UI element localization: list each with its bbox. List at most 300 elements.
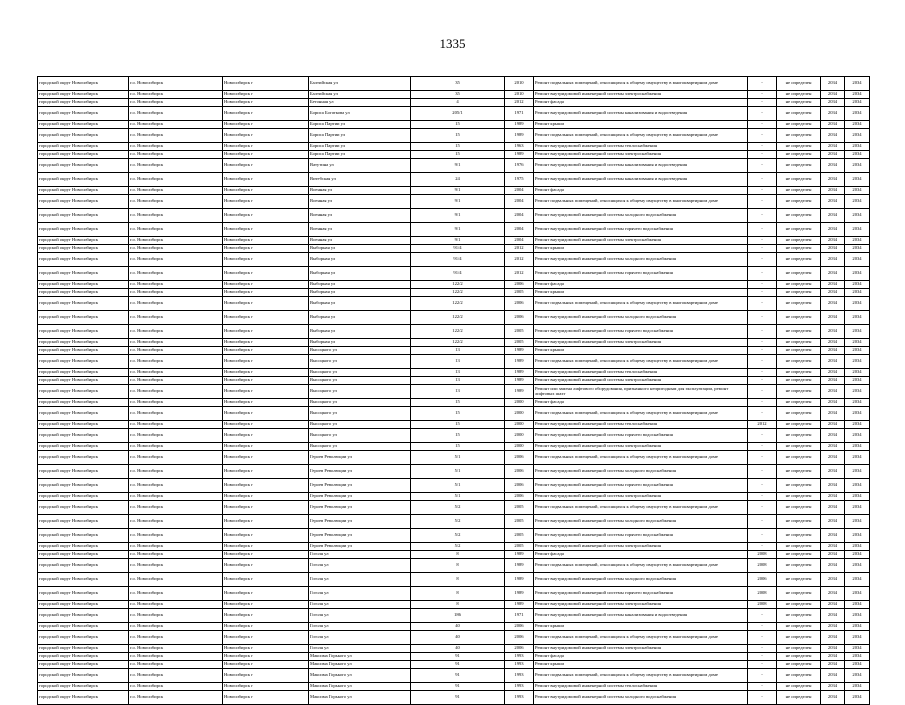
table-cell: Ремонт фасада	[534, 399, 748, 407]
table-row	[38, 267, 870, 281]
table-cell: городской округ Новосибирск	[38, 121, 129, 129]
table-cell: 2034	[821, 91, 845, 99]
table-cell: не определен	[777, 107, 821, 121]
table-cell: 2004	[505, 223, 534, 237]
table-cell: -	[748, 187, 777, 195]
table-cell: Ремонт или замена лифтового оборудования, признанного непригодным для эксплуатации, ремонт лифтовых шахт	[534, 385, 748, 399]
table-cell: 2034	[845, 601, 870, 609]
table-cell: городской округ Новосибирск	[38, 187, 129, 195]
table-cell: 1989	[505, 551, 534, 559]
table-cell: Ремонт внутридомовой инженерной системы электроснабжения	[534, 339, 748, 347]
table-cell: Новосибирск г	[223, 661, 309, 669]
table-cell: 2034	[845, 325, 870, 339]
table-cell: городской округ Новосибирск	[38, 601, 129, 609]
table-cell: не определен	[777, 443, 821, 451]
table-cell: 13	[411, 385, 505, 399]
table-cell: Новосибирск г	[223, 77, 309, 91]
table-cell: 2034	[845, 529, 870, 543]
table-cell: 2034	[821, 501, 845, 515]
table-cell: Ремонт внутридомовой инженерной системы теплоснабжения	[534, 421, 748, 429]
table-cell: Ремонт внутридомовой инженерной системы электроснабжения	[534, 237, 748, 245]
table-cell: 2034	[821, 493, 845, 501]
table-cell: Новосибирск г	[223, 587, 309, 601]
table-cell: 2034	[821, 209, 845, 223]
table-cell: городской округ Новосибирск	[38, 223, 129, 237]
table-row	[38, 631, 870, 645]
table-cell: 122/2	[411, 297, 505, 311]
table-cell: 2034	[845, 121, 870, 129]
table-row	[38, 195, 870, 209]
table-cell: Ремонт крыши	[534, 347, 748, 355]
table-cell: не определен	[777, 451, 821, 465]
table-cell: городской округ Новосибирск	[38, 587, 129, 601]
table-cell: не определен	[777, 587, 821, 601]
table-cell: г.о. Новосибирск	[129, 587, 223, 601]
table-cell: -	[748, 479, 777, 493]
table-cell: Новосибирск г	[223, 99, 309, 107]
table-cell: Ремонт фасада	[534, 551, 748, 559]
table-cell: Новосибирск г	[223, 325, 309, 339]
table-cell: Ремонт внутридомовой инженерной системы горячего водоснабжения	[534, 587, 748, 601]
table-cell: городской округ Новосибирск	[38, 159, 129, 173]
table-cell: Новосибирск г	[223, 551, 309, 559]
table-cell: 2034	[845, 421, 870, 429]
table-cell: г.о. Новосибирск	[129, 609, 223, 623]
table-cell: Бориса Партии ул	[309, 143, 411, 151]
table-cell: Героев Революции ул	[309, 493, 411, 501]
table-row	[38, 173, 870, 187]
table-row	[38, 529, 870, 543]
table-cell: Балтийская ул	[309, 91, 411, 99]
table-cell: -	[748, 669, 777, 683]
table-cell: г.о. Новосибирск	[129, 281, 223, 289]
table-cell: городской округ Новосибирск	[38, 661, 129, 669]
table-cell: 1989	[505, 347, 534, 355]
table-cell: 2034	[821, 289, 845, 297]
table-cell: 2005	[505, 325, 534, 339]
table-cell: 1989	[505, 369, 534, 377]
table-cell: -	[748, 369, 777, 377]
table-cell: 2010	[505, 77, 534, 91]
table-row	[38, 587, 870, 601]
table-cell: 1993	[505, 661, 534, 669]
table-row	[38, 355, 870, 369]
table-cell: 2034	[845, 297, 870, 311]
table-cell: Новосибирск г	[223, 451, 309, 465]
table-cell: 1963	[505, 143, 534, 151]
table-cell: 2034	[845, 209, 870, 223]
table-cell: Новосибирск г	[223, 645, 309, 653]
table-row	[38, 99, 870, 107]
table-cell: г.о. Новосибирск	[129, 151, 223, 159]
table-cell: г.о. Новосибирск	[129, 245, 223, 253]
table-cell: 2034	[821, 311, 845, 325]
table-cell: 2005	[505, 515, 534, 529]
table-cell: 2034	[845, 281, 870, 289]
table-cell: 1989	[505, 573, 534, 587]
table-cell: г.о. Новосибирск	[129, 451, 223, 465]
table-cell: не определен	[777, 325, 821, 339]
table-cell: Новосибирск г	[223, 223, 309, 237]
table-cell: городской округ Новосибирск	[38, 429, 129, 443]
table-row	[38, 369, 870, 377]
table-cell: Максима Горького ул	[309, 683, 411, 691]
table-cell: -	[748, 99, 777, 107]
table-cell: 2034	[845, 645, 870, 653]
table-cell: Новосибирск г	[223, 407, 309, 421]
table-cell: г.о. Новосибирск	[129, 107, 223, 121]
table-cell: Ремонт фасада	[534, 281, 748, 289]
table-cell: 2000	[505, 429, 534, 443]
table-cell: Новосибирск г	[223, 209, 309, 223]
table-cell: 1971	[505, 107, 534, 121]
table-cell: Гоголя ул	[309, 645, 411, 653]
table-cell: г.о. Новосибирск	[129, 143, 223, 151]
table-cell: 2034	[845, 129, 870, 143]
table-cell: 2034	[845, 631, 870, 645]
table-cell: Новосибирск г	[223, 421, 309, 429]
table-cell: Высоцкого ул	[309, 355, 411, 369]
table-row	[38, 407, 870, 421]
table-cell: не определен	[777, 407, 821, 421]
table-row	[38, 669, 870, 683]
table-cell: 2034	[821, 187, 845, 195]
table-cell: 2034	[821, 159, 845, 173]
table-cell: 2012	[505, 267, 534, 281]
table-row	[38, 429, 870, 443]
table-cell: 35	[411, 91, 505, 99]
table-cell: не определен	[777, 623, 821, 631]
table-cell: 35	[411, 77, 505, 91]
table-cell: 9/1	[411, 237, 505, 245]
table-cell: Ремонт подвальных помещений, относящихся к общему имуществу в многоквартирном доме	[534, 669, 748, 683]
table-cell: 2004	[505, 195, 534, 209]
table-cell: Новосибирск г	[223, 429, 309, 443]
table-cell: 2034	[845, 399, 870, 407]
table-cell: Ремонт внутридомовой инженерной системы электроснабжения	[534, 91, 748, 99]
table-cell: Гоголя ул	[309, 587, 411, 601]
table-cell: Высоцкого ул	[309, 399, 411, 407]
table-row	[38, 479, 870, 493]
table-cell: 2034	[845, 355, 870, 369]
table-cell: -	[748, 267, 777, 281]
table-cell: не определен	[777, 187, 821, 195]
table-cell: г.о. Новосибирск	[129, 77, 223, 91]
table-cell: 2034	[821, 297, 845, 311]
table-cell: 5/2	[411, 543, 505, 551]
table-cell: 2034	[845, 237, 870, 245]
table-cell: не определен	[777, 209, 821, 223]
table-cell: не определен	[777, 631, 821, 645]
table-cell: 2010	[505, 91, 534, 99]
table-cell: 2034	[845, 311, 870, 325]
table-cell: Ремонт внутридомовой инженерной системы горячего водоснабжения	[534, 529, 748, 543]
table-cell: городской округ Новосибирск	[38, 609, 129, 623]
table-cell: 2034	[821, 173, 845, 187]
table-cell: Максима Горького ул	[309, 669, 411, 683]
capital-repair-table	[37, 76, 870, 705]
table-cell: 122/2	[411, 289, 505, 297]
table-cell: 2000	[505, 443, 534, 451]
table-cell: -	[748, 195, 777, 209]
table-cell: Ремонт внутридомовой инженерной системы электроснабжения	[534, 151, 748, 159]
table-cell: г.о. Новосибирск	[129, 601, 223, 609]
table-cell: Выборная ул	[309, 297, 411, 311]
table-cell: Ремонт подвальных помещений, относящихся к общему имуществу в многоквартирном доме	[534, 501, 748, 515]
table-row	[38, 187, 870, 195]
table-cell: Ремонт подвальных помещений, относящихся к общему имуществу в многоквартирном доме	[534, 407, 748, 421]
table-cell: городской округ Новосибирск	[38, 551, 129, 559]
table-cell: -	[748, 91, 777, 99]
table-cell: 2004	[505, 209, 534, 223]
table-cell: 13	[411, 369, 505, 377]
table-cell: Высоцкого ул	[309, 443, 411, 451]
table-cell: г.о. Новосибирск	[129, 385, 223, 399]
table-cell: Бориса Партии ул	[309, 129, 411, 143]
table-cell: Новосибирск г	[223, 399, 309, 407]
table-cell: Выборная ул	[309, 253, 411, 267]
table-row	[38, 253, 870, 267]
table-cell: городской округ Новосибирск	[38, 451, 129, 465]
table-cell: не определен	[777, 369, 821, 377]
table-cell: 1993	[505, 669, 534, 683]
table-row	[38, 151, 870, 159]
table-cell: 2034	[821, 325, 845, 339]
table-cell: не определен	[777, 121, 821, 129]
table-cell: 9/1	[411, 159, 505, 173]
table-cell: г.о. Новосибирск	[129, 237, 223, 245]
table-cell: -	[748, 645, 777, 653]
table-cell: не определен	[777, 429, 821, 443]
table-cell: 2034	[821, 631, 845, 645]
table-cell: г.о. Новосибирск	[129, 121, 223, 129]
table-cell: Ремонт внутридомовой инженерной системы горячего водоснабжения	[534, 267, 748, 281]
table-cell: Ремонт внутридомовой инженерной системы канализования и водоотведения	[534, 609, 748, 623]
table-cell: 2034	[821, 465, 845, 479]
table-cell: 2034	[845, 493, 870, 501]
table-cell: Новосибирск г	[223, 609, 309, 623]
table-cell: не определен	[777, 223, 821, 237]
table-cell: 9/1	[411, 223, 505, 237]
table-cell: 2034	[845, 377, 870, 385]
table-cell: -	[748, 623, 777, 631]
table-cell: городской округ Новосибирск	[38, 683, 129, 691]
table-cell: не определен	[777, 551, 821, 559]
table-cell: -	[748, 493, 777, 501]
table-cell: 2034	[845, 669, 870, 683]
table-cell: 2000	[505, 399, 534, 407]
table-row	[38, 107, 870, 121]
table-cell: городской округ Новосибирск	[38, 339, 129, 347]
table-cell: Героев Революции ул	[309, 479, 411, 493]
table-cell: 13	[411, 347, 505, 355]
table-cell: Высоцкого ул	[309, 421, 411, 429]
table-cell: 186	[411, 609, 505, 623]
table-cell: 2005	[505, 543, 534, 551]
table-cell: 1989	[505, 129, 534, 143]
table-cell: 122/2	[411, 339, 505, 347]
table-cell: 2034	[845, 289, 870, 297]
table-cell: -	[748, 311, 777, 325]
table-cell: г.о. Новосибирск	[129, 173, 223, 187]
table-cell: городской округ Новосибирск	[38, 311, 129, 325]
table-cell: г.о. Новосибирск	[129, 99, 223, 107]
table-cell: Новосибирск г	[223, 267, 309, 281]
table-cell: г.о. Новосибирск	[129, 289, 223, 297]
table-cell: 2034	[821, 281, 845, 289]
table-cell: городской округ Новосибирск	[38, 297, 129, 311]
table-cell: не определен	[777, 159, 821, 173]
table-cell: 2034	[821, 347, 845, 355]
table-cell: 2034	[845, 479, 870, 493]
table-cell: 91	[411, 691, 505, 705]
table-cell: 2008	[748, 559, 777, 573]
table-cell: не определен	[777, 653, 821, 661]
table-cell: Ремонт подвальных помещений, относящихся к общему имуществу в многоквартирном доме	[534, 195, 748, 209]
table-cell: 91	[411, 683, 505, 691]
table-cell: Ремонт внутридомовой инженерной системы горячего водоснабжения	[534, 429, 748, 443]
table-cell: -	[748, 245, 777, 253]
table-row	[38, 237, 870, 245]
page-number: 1335	[439, 36, 466, 51]
table-cell: Новосибирск г	[223, 91, 309, 99]
table-cell: -	[748, 691, 777, 705]
table-cell: -	[748, 325, 777, 339]
table-row	[38, 623, 870, 631]
table-cell: г.о. Новосибирск	[129, 267, 223, 281]
table-cell: 2034	[821, 443, 845, 451]
table-cell: не определен	[777, 77, 821, 91]
table-cell: 5/1	[411, 451, 505, 465]
table-cell: 2034	[821, 543, 845, 551]
table-cell: -	[748, 661, 777, 669]
table-row	[38, 159, 870, 173]
table-row	[38, 223, 870, 237]
table-cell: 15	[411, 421, 505, 429]
table-cell: Новосибирск г	[223, 143, 309, 151]
table-row	[38, 493, 870, 501]
table-cell: 2034	[845, 107, 870, 121]
table-cell: 2006	[505, 493, 534, 501]
table-cell: Новосибирск г	[223, 129, 309, 143]
table-cell: Бориса Богаткова ул	[309, 107, 411, 121]
table-cell: городской округ Новосибирск	[38, 281, 129, 289]
table-cell: -	[748, 339, 777, 347]
table-cell: 2034	[845, 587, 870, 601]
table-cell: Ремонт подвальных помещений, относящихся к общему имуществу в многоквартирном доме	[534, 129, 748, 143]
table-row	[38, 551, 870, 559]
table-row	[38, 91, 870, 99]
table-cell: 2034	[845, 465, 870, 479]
table-cell: 91/4	[411, 253, 505, 267]
table-cell: г.о. Новосибирск	[129, 91, 223, 99]
table-cell: -	[748, 347, 777, 355]
table-cell: не определен	[777, 465, 821, 479]
table-cell: -	[748, 281, 777, 289]
table-cell: -	[748, 465, 777, 479]
table-row	[38, 691, 870, 705]
table-cell: 91/4	[411, 245, 505, 253]
table-cell: 2034	[821, 377, 845, 385]
table-cell: Новосибирск г	[223, 121, 309, 129]
table-cell: 2034	[845, 429, 870, 443]
table-cell: 2034	[821, 479, 845, 493]
table-cell: -	[748, 399, 777, 407]
table-cell: Высоцкого ул	[309, 369, 411, 377]
table-cell: 2034	[845, 623, 870, 631]
table-cell: 2034	[821, 237, 845, 245]
table-cell: 40	[411, 631, 505, 645]
table-cell: 15	[411, 129, 505, 143]
table-cell: 2034	[821, 107, 845, 121]
table-cell: Ремонт крыши	[534, 245, 748, 253]
table-cell: Гоголя ул	[309, 609, 411, 623]
table-row	[38, 121, 870, 129]
table-cell: Максима Горького ул	[309, 661, 411, 669]
table-cell: -	[748, 107, 777, 121]
table-cell: 2006	[505, 623, 534, 631]
table-cell: городской округ Новосибирск	[38, 529, 129, 543]
table-cell: 122/2	[411, 281, 505, 289]
table-cell: 2034	[845, 339, 870, 347]
table-cell: -	[748, 451, 777, 465]
table-cell: -	[748, 631, 777, 645]
table-cell: Витебская ул	[309, 173, 411, 187]
table-cell: 205/1	[411, 107, 505, 121]
table-cell: 1989	[505, 559, 534, 573]
table-cell: 2034	[845, 515, 870, 529]
table-cell: Новосибирск г	[223, 369, 309, 377]
table-cell: г.о. Новосибирск	[129, 543, 223, 551]
table-cell: Выборная ул	[309, 281, 411, 289]
table-cell: Гоголя ул	[309, 551, 411, 559]
table-row	[38, 609, 870, 623]
table-cell: 2006	[505, 465, 534, 479]
table-cell: городской округ Новосибирск	[38, 645, 129, 653]
table-cell: Ремонт внутридомовой инженерной системы электроснабжения	[534, 645, 748, 653]
table-cell: не определен	[777, 385, 821, 399]
table-cell: 2005	[505, 529, 534, 543]
table-cell: не определен	[777, 195, 821, 209]
table-cell: г.о. Новосибирск	[129, 645, 223, 653]
table-cell: 2034	[845, 573, 870, 587]
table-cell: Новосибирск г	[223, 311, 309, 325]
table-cell: 8	[411, 587, 505, 601]
table-cell: Ремонт внутридомовой инженерной системы холодного водоснабжения	[534, 515, 748, 529]
table-cell: г.о. Новосибирск	[129, 559, 223, 573]
table-cell: 2008	[748, 551, 777, 559]
table-cell: 2034	[845, 267, 870, 281]
table-cell: 2034	[845, 559, 870, 573]
table-cell: Ремонт внутридомовой инженерной системы холодного водоснабжения	[534, 253, 748, 267]
table-cell: 2034	[821, 451, 845, 465]
table-cell: г.о. Новосибирск	[129, 311, 223, 325]
table-cell: 2006	[505, 645, 534, 653]
table-cell: не определен	[777, 501, 821, 515]
table-cell: г.о. Новосибирск	[129, 493, 223, 501]
table-cell: 1993	[505, 653, 534, 661]
table-row	[38, 653, 870, 661]
table-row	[38, 543, 870, 551]
table-cell: 8	[411, 551, 505, 559]
table-cell: 5/1	[411, 479, 505, 493]
table-cell: 2005	[505, 339, 534, 347]
table-cell: городской округ Новосибирск	[38, 493, 129, 501]
table-cell: -	[748, 443, 777, 451]
table-cell: -	[748, 151, 777, 159]
table-row	[38, 209, 870, 223]
table-cell: Ремонт внутридомовой инженерной системы электроснабжения	[534, 377, 748, 385]
